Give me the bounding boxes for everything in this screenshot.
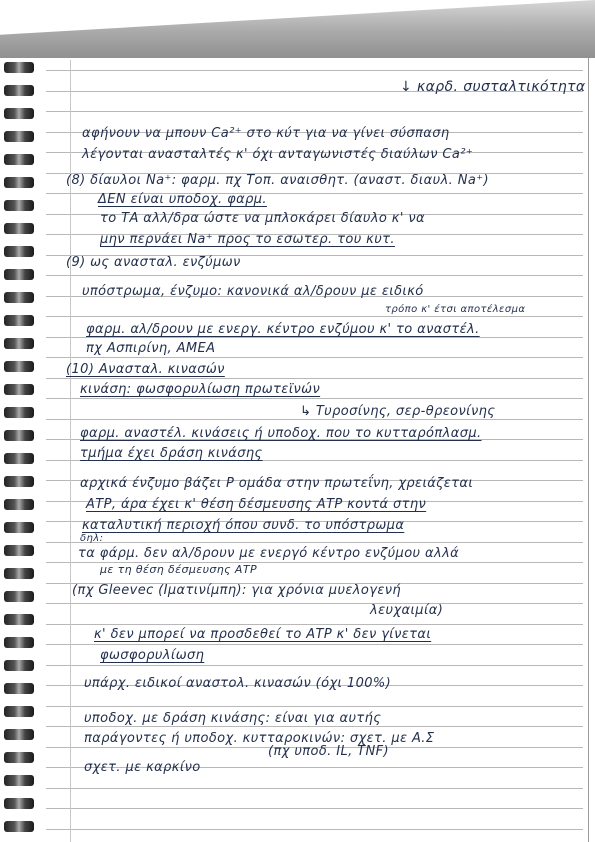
scan-shadow-top <box>0 0 595 58</box>
ruled-line <box>46 378 583 379</box>
page-edge <box>588 58 589 842</box>
note-line: κινάση: φωσφορυλίωση πρωτεϊνών <box>80 382 321 397</box>
ruled-line <box>46 70 583 71</box>
spiral-ring <box>4 591 34 602</box>
spiral-ring <box>4 223 34 234</box>
ruled-line <box>46 398 583 399</box>
spiral-ring <box>4 62 34 73</box>
ruled-line <box>46 316 583 317</box>
note-line: πχ Ασπιρίνη, ΑΜΕΑ <box>86 341 216 356</box>
spiral-ring <box>4 545 34 556</box>
spiral-ring <box>4 729 34 740</box>
spiral-ring <box>4 384 34 395</box>
ruled-line <box>46 624 583 625</box>
note-line: το ΤΑ αλλ/δρα ώστε να μπλοκάρει δίαυλο κ' να <box>100 211 426 226</box>
spiral-ring <box>4 798 34 809</box>
spiral-ring <box>4 683 34 694</box>
note-line: (9) ως ανασταλ. ενζύμων <box>66 255 241 270</box>
ruled-line <box>46 788 583 789</box>
note-line: δηλ: <box>80 533 104 544</box>
spiral-ring <box>4 85 34 96</box>
spiral-ring <box>4 430 34 441</box>
spiral-ring <box>4 637 34 648</box>
ruled-line <box>46 829 583 830</box>
note-line: αρχικά ένζυμο βάζει P ομάδα στην πρωτεΐνη, χρειάζεται <box>80 476 474 491</box>
spiral-ring <box>4 338 34 349</box>
note-line: τμήμα έχει δράση κινάσης <box>80 446 263 461</box>
spiral-ring <box>4 499 34 510</box>
note-line: σχετ. με καρκίνο <box>84 760 201 775</box>
note-line: (πχ Gleevec (Ιματινίμπη): για χρόνια μυελογενή <box>72 583 402 598</box>
note-line: λευχαιμία) <box>370 603 444 618</box>
note-line: ↳ Τυροσίνης, σερ-θρεονίνης <box>300 404 496 419</box>
spiral-ring <box>4 614 34 625</box>
note-line: λέγονται ανασταλτές κ' όχι ανταγωνιστές διαύλων Ca²⁺ <box>82 147 474 162</box>
note-line: παράγοντες ή υποδοχ. κυτταροκινών: σχετ. με Α.Σ <box>84 731 435 746</box>
note-line: (10) Ανασταλ. κινασών <box>66 362 225 377</box>
ruled-line <box>46 644 583 645</box>
ruled-line <box>46 808 583 809</box>
note-line: υπάρχ. ειδικοί αναστολ. κινασών (όχι 100%) <box>84 676 392 691</box>
spiral-ring <box>4 407 34 418</box>
note-line: ΑΤΡ, άρα έχει κ' θέση δέσμευσης ΑΤΡ κοντά στην <box>86 497 427 512</box>
note-line: ΔΕΝ είναι υποδοχ. φαρμ. <box>98 192 267 207</box>
ruled-line <box>46 665 583 666</box>
spiral-ring <box>4 522 34 533</box>
ruled-line <box>46 542 583 543</box>
spiral-ring <box>4 568 34 579</box>
note-line: με τη θέση δέσμευσης ΑΤΡ <box>100 563 257 576</box>
spiral-ring <box>4 453 34 464</box>
note-line: αφήνουν να μπουν Ca²⁺ στο κύτ για να γίνει σύσπαση <box>82 126 450 141</box>
note-line: φωσφορυλίωση <box>100 648 205 663</box>
note-line: κ' δεν μπορεί να προσδεθεί το ΑΤΡ κ' δεν γίνεται <box>94 627 432 642</box>
spiral-binding <box>0 0 40 842</box>
spiral-ring <box>4 177 34 188</box>
note-line: τα φάρμ. δεν αλ/δρουν με ενεργό κέντρο ενζύμου αλλά <box>78 546 460 561</box>
ruled-line <box>46 726 583 727</box>
spiral-ring <box>4 269 34 280</box>
spiral-ring <box>4 108 34 119</box>
note-line: φαρμ. αναστέλ. κινάσεις ή υποδοχ. που το κυτταρόπλασμ. <box>80 426 482 441</box>
spiral-ring <box>4 200 34 211</box>
spiral-ring <box>4 775 34 786</box>
note-line: υποδοχ. με δράση κινάσης: είναι για αυτής <box>84 711 382 726</box>
note-line: (8) δίαυλοι Na⁺: φαρμ. πχ Τοπ. αναισθητ. (αναστ. διαυλ. Na⁺) <box>66 173 489 188</box>
note-line: υπόστρωμα, ένζυμο: κανονικά αλ/δρουν με ειδικό <box>82 284 424 299</box>
spiral-ring <box>4 131 34 142</box>
header-note: ↓ καρδ. συσταλτικότητα <box>400 79 586 95</box>
spiral-ring <box>4 821 34 832</box>
note-line: φαρμ. αλ/δρουν με ενεργ. κέντρο ενζύμου κ' το αναστέλ. <box>86 322 480 337</box>
ruled-line <box>46 706 583 707</box>
spiral-ring <box>4 246 34 257</box>
spiral-ring <box>4 752 34 763</box>
spiral-ring <box>4 660 34 671</box>
ruled-line <box>46 603 583 604</box>
ruled-line <box>46 357 583 358</box>
note-line: καταλυτική περιοχή όπου συνδ. το υπόστρωμα <box>82 518 405 533</box>
spiral-ring <box>4 292 34 303</box>
ruled-line <box>46 275 583 276</box>
spiral-ring <box>4 361 34 372</box>
note-line: τρόπο κ' έτσι αποτέλεσμα <box>385 304 526 315</box>
note-line: (πχ υποδ. IL, TNF) <box>268 744 390 759</box>
spiral-ring <box>4 154 34 165</box>
spiral-ring <box>4 706 34 717</box>
spiral-ring <box>4 315 34 326</box>
note-line: μην περνάει Na⁺ προς το εσωτερ. του κυτ. <box>100 232 395 247</box>
ruled-line <box>46 111 583 112</box>
spiral-ring <box>4 476 34 487</box>
